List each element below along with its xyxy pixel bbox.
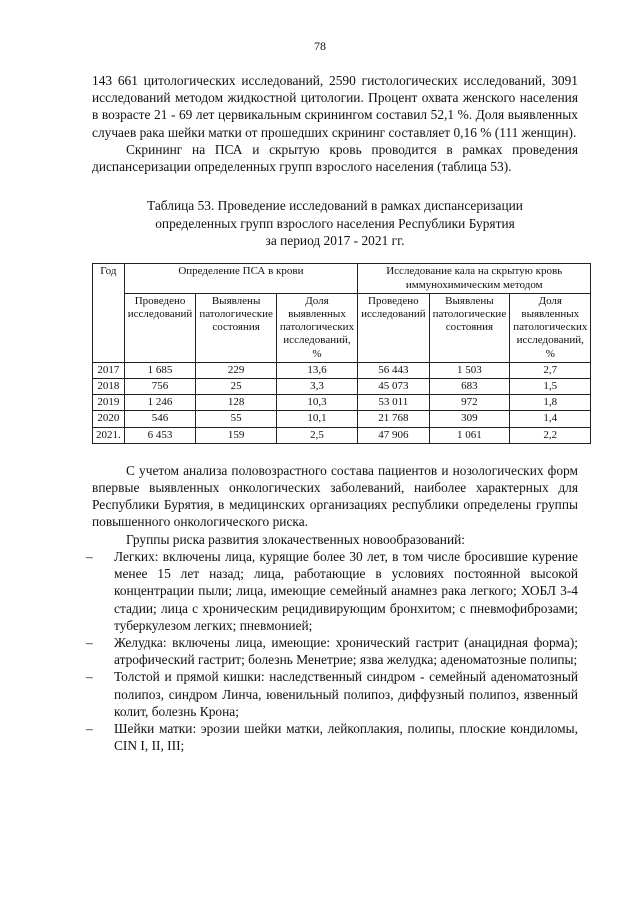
cell-stool-found: 309 [429,411,510,427]
bullet-dash: – [86,720,93,736]
cell-stool-share: 2,7 [510,362,591,378]
table-row [93,362,591,378]
cell-stool-conducted: 53 011 [358,395,430,411]
page-number: 78 [314,39,326,53]
risk-groups-list [86,548,578,754]
header-year: Год [93,264,125,362]
risk-group-cervix: Шейки матки: эрозии шейки матки, лейкоплакия, полипы, плоские кондиломы, CIN I, II, III; [114,720,578,754]
cell-year: 2017 [93,362,125,378]
header-stool-conducted: Проведено исследований [358,293,430,362]
paragraph-cytology: 143 661 цитологических исследований, 2590 гистологических исследований, 3091 исследований методом жидкостной цитологии. Процент охвата женского населения в возрасте 21 - 69 лет цервикальным скринингом составил 52,1 %. Доля выявленных случаев рака шейки матки от прошедших скрининг составляет 0,16 % (111 женщин). [92,73,578,140]
cell-stool-conducted: 45 073 [358,379,430,395]
risk-group-stomach: Желудка: включены лица, имеющие: хронический гастрит (анацидная форма); атрофический гастрит; болезнь Менетрие; язва желудка; аденоматозные полипы; [114,634,578,668]
cell-stool-conducted: 56 443 [358,362,430,378]
table-caption-line-3: за период 2017 - 2021 гг. [265,233,405,249]
cell-stool-found: 1 061 [429,427,510,443]
cell-psa-share: 10,1 [276,411,357,427]
cell-psa-found: 128 [196,395,277,411]
cell-stool-found: 972 [429,395,510,411]
screening-table [92,263,591,443]
bullet-dash: – [86,669,93,685]
cell-psa-share: 13,6 [276,362,357,378]
paragraph-screening: Скрининг на ПСА и скрытую кровь проводится в рамках проведения диспансеризации определенных групп взрослого населения (таблица 53). [92,141,578,175]
bullet-dash: – [86,548,93,564]
list-item [86,720,578,754]
cell-stool-share: 1,8 [510,395,591,411]
cell-psa-conducted: 756 [124,379,196,395]
cell-year: 2021. [93,427,125,443]
table-row [93,379,591,395]
cell-stool-conducted: 47 906 [358,427,430,443]
cell-psa-conducted: 6 453 [124,427,196,443]
risk-group-colorectal: Толстой и прямой кишки: наследственный синдром - семейный аденоматозный полипоз, синдром Линча, ювенильный полипоз, диффузный полипоз, язвенный колит, болезнь Крона; [114,669,578,719]
paragraph-risk-analysis: С учетом анализа половозрастного состава пациентов и нозологических форм впервые выявленных онкологических заболеваний, наиболее характерных для Республики Бурятия, в медицинских организациях республики определены группы повышенного онкологического риска. [92,462,578,530]
cell-stool-share: 1,5 [510,379,591,395]
page-content [86,72,588,754]
risk-group-lung: Легких: включены лица, курящие более 30 лет, в том числе бросившие курение менее 15 лет назад; лица, работающие в условиях постоянной высокой концентрации пыли; лица, имеющие семейный анамнез рака легкого; ХОБЛ 3-4 стадии; лица с хроническим рецидивирующим бронхитом; с пневмофиброзами; туберкулезом легких; пневмонией; [114,548,578,633]
bullet-dash: – [86,634,93,650]
header-psa-found: Выявлены патологические состояния [196,293,277,362]
cell-year: 2020 [93,411,125,427]
cell-psa-conducted: 1 246 [124,395,196,411]
list-item [86,668,578,720]
header-psa-conducted: Проведено исследований [124,293,196,362]
cell-stool-share: 2,2 [510,427,591,443]
table-caption-line-2: определенных групп взрослого населения Республики Бурятия [155,215,515,231]
cell-psa-found: 159 [196,427,277,443]
list-item [86,634,578,668]
cell-year: 2018 [93,379,125,395]
header-psa-group: Определение ПСА в крови [124,264,357,293]
cell-psa-found: 55 [196,411,277,427]
table-caption [92,197,578,249]
cell-psa-share: 10,3 [276,395,357,411]
cell-stool-share: 1,4 [510,411,591,427]
cell-stool-found: 683 [429,379,510,395]
table-row [93,411,591,427]
cell-year: 2019 [93,395,125,411]
table-row [93,395,591,411]
cell-psa-conducted: 1 685 [124,362,196,378]
table-row [93,427,591,443]
cell-psa-found: 25 [196,379,277,395]
header-psa-share: Доля выявленных патологических исследований, % [276,293,357,362]
paragraph-risk-groups-heading: Группы риска развития злокачественных новообразований: [126,531,466,547]
cell-stool-found: 1 503 [429,362,510,378]
cell-psa-found: 229 [196,362,277,378]
cell-psa-conducted: 546 [124,411,196,427]
cell-stool-conducted: 21 768 [358,411,430,427]
header-stool-group: Исследование кала на скрытую кровь иммунохимическим методом [358,264,591,293]
list-item [86,548,578,634]
header-stool-found: Выявлены патологические состояния [429,293,510,362]
header-stool-share: Доля выявленных патологических исследований, % [510,293,591,362]
table-caption-line-1: Таблица 53. Проведение исследований в рамках диспансеризации [147,198,523,214]
cell-psa-share: 3,3 [276,379,357,395]
cell-psa-share: 2,5 [276,427,357,443]
